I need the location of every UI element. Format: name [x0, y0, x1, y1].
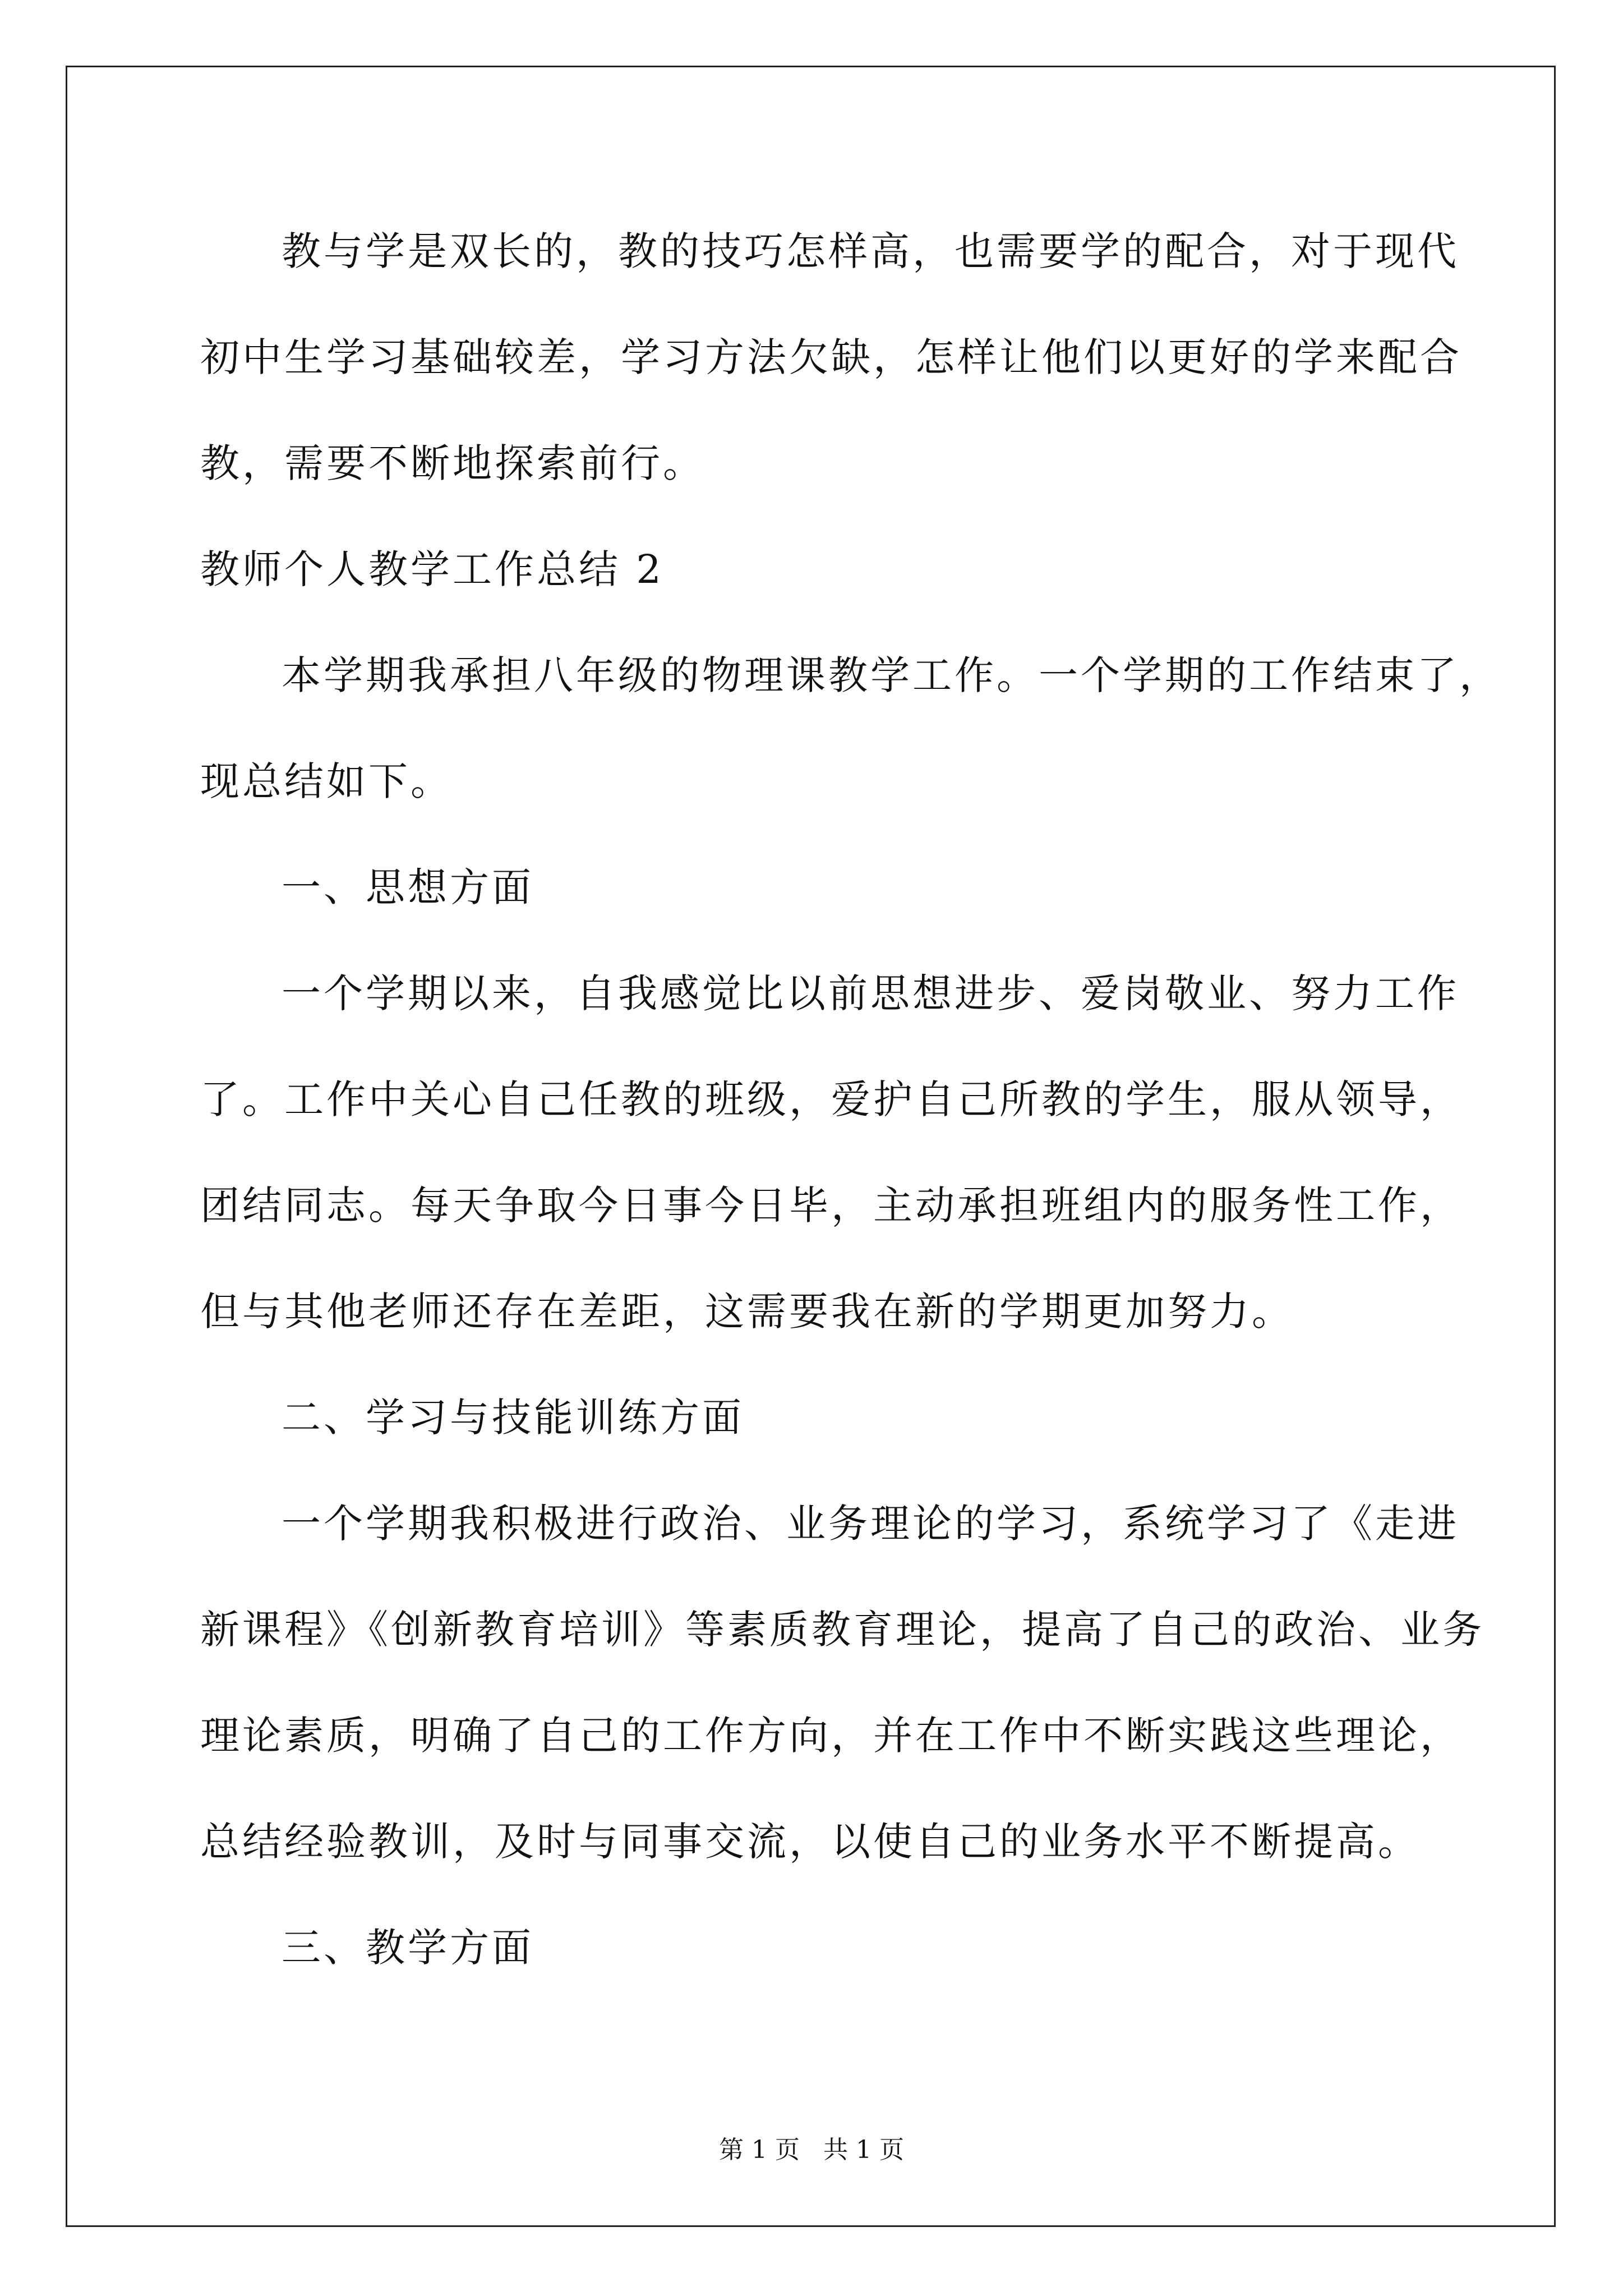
paragraph-line: 团结同志。每天争取今日事今日毕，主动承担班组内的服务性工作，	[200, 1182, 1462, 1228]
page-footer: 第 1 页 共 1 页	[719, 2136, 904, 2164]
paragraph-line: 一个学期以来，自我感觉比以前思想进步、爱岗敬业、努力工作	[282, 970, 1459, 1016]
subsection-heading: 二、学习与技能训练方面	[282, 1395, 744, 1441]
section-heading: 教师个人教学工作总结 2	[200, 546, 664, 592]
subsection-heading: 一、思想方面	[282, 864, 534, 910]
paragraph-line: 一个学期我积极进行政治、业务理论的学习，系统学习了《走进	[282, 1501, 1459, 1547]
paragraph-line: 初中生学习基础较差，学习方法欠缺，怎样让他们以更好的学来配合	[200, 334, 1462, 380]
paragraph-line: 现总结如下。	[200, 758, 453, 804]
paragraph-line: 总结经验教训，及时与同事交流，以使自己的业务水平不断提高。	[200, 1819, 1420, 1865]
paragraph-line: 了。工作中关心自己任教的班级，爱护自己所教的学生，服从领导，	[200, 1076, 1462, 1122]
subsection-heading: 三、教学方面	[282, 1925, 534, 1971]
paragraph-line: 本学期我承担八年级的物理课教学工作。一个学期的工作结束了，	[282, 652, 1501, 698]
paragraph-line: 教与学是双长的，教的技巧怎样高，也需要学的配合，对于现代	[282, 228, 1459, 274]
paragraph-line: 教，需要不断地探索前行。	[200, 440, 705, 486]
paragraph-line: 新课程》《创新教育培训》等素质教育理论，提高了自己的政治、业务	[200, 1607, 1484, 1653]
paragraph-line: 理论素质，明确了自己的工作方向，并在工作中不断实践这些理论，	[200, 1713, 1462, 1759]
paragraph-line: 但与其他老师还存在差距，这需要我在新的学期更加努力。	[200, 1289, 1294, 1335]
page-border	[66, 66, 1556, 2227]
